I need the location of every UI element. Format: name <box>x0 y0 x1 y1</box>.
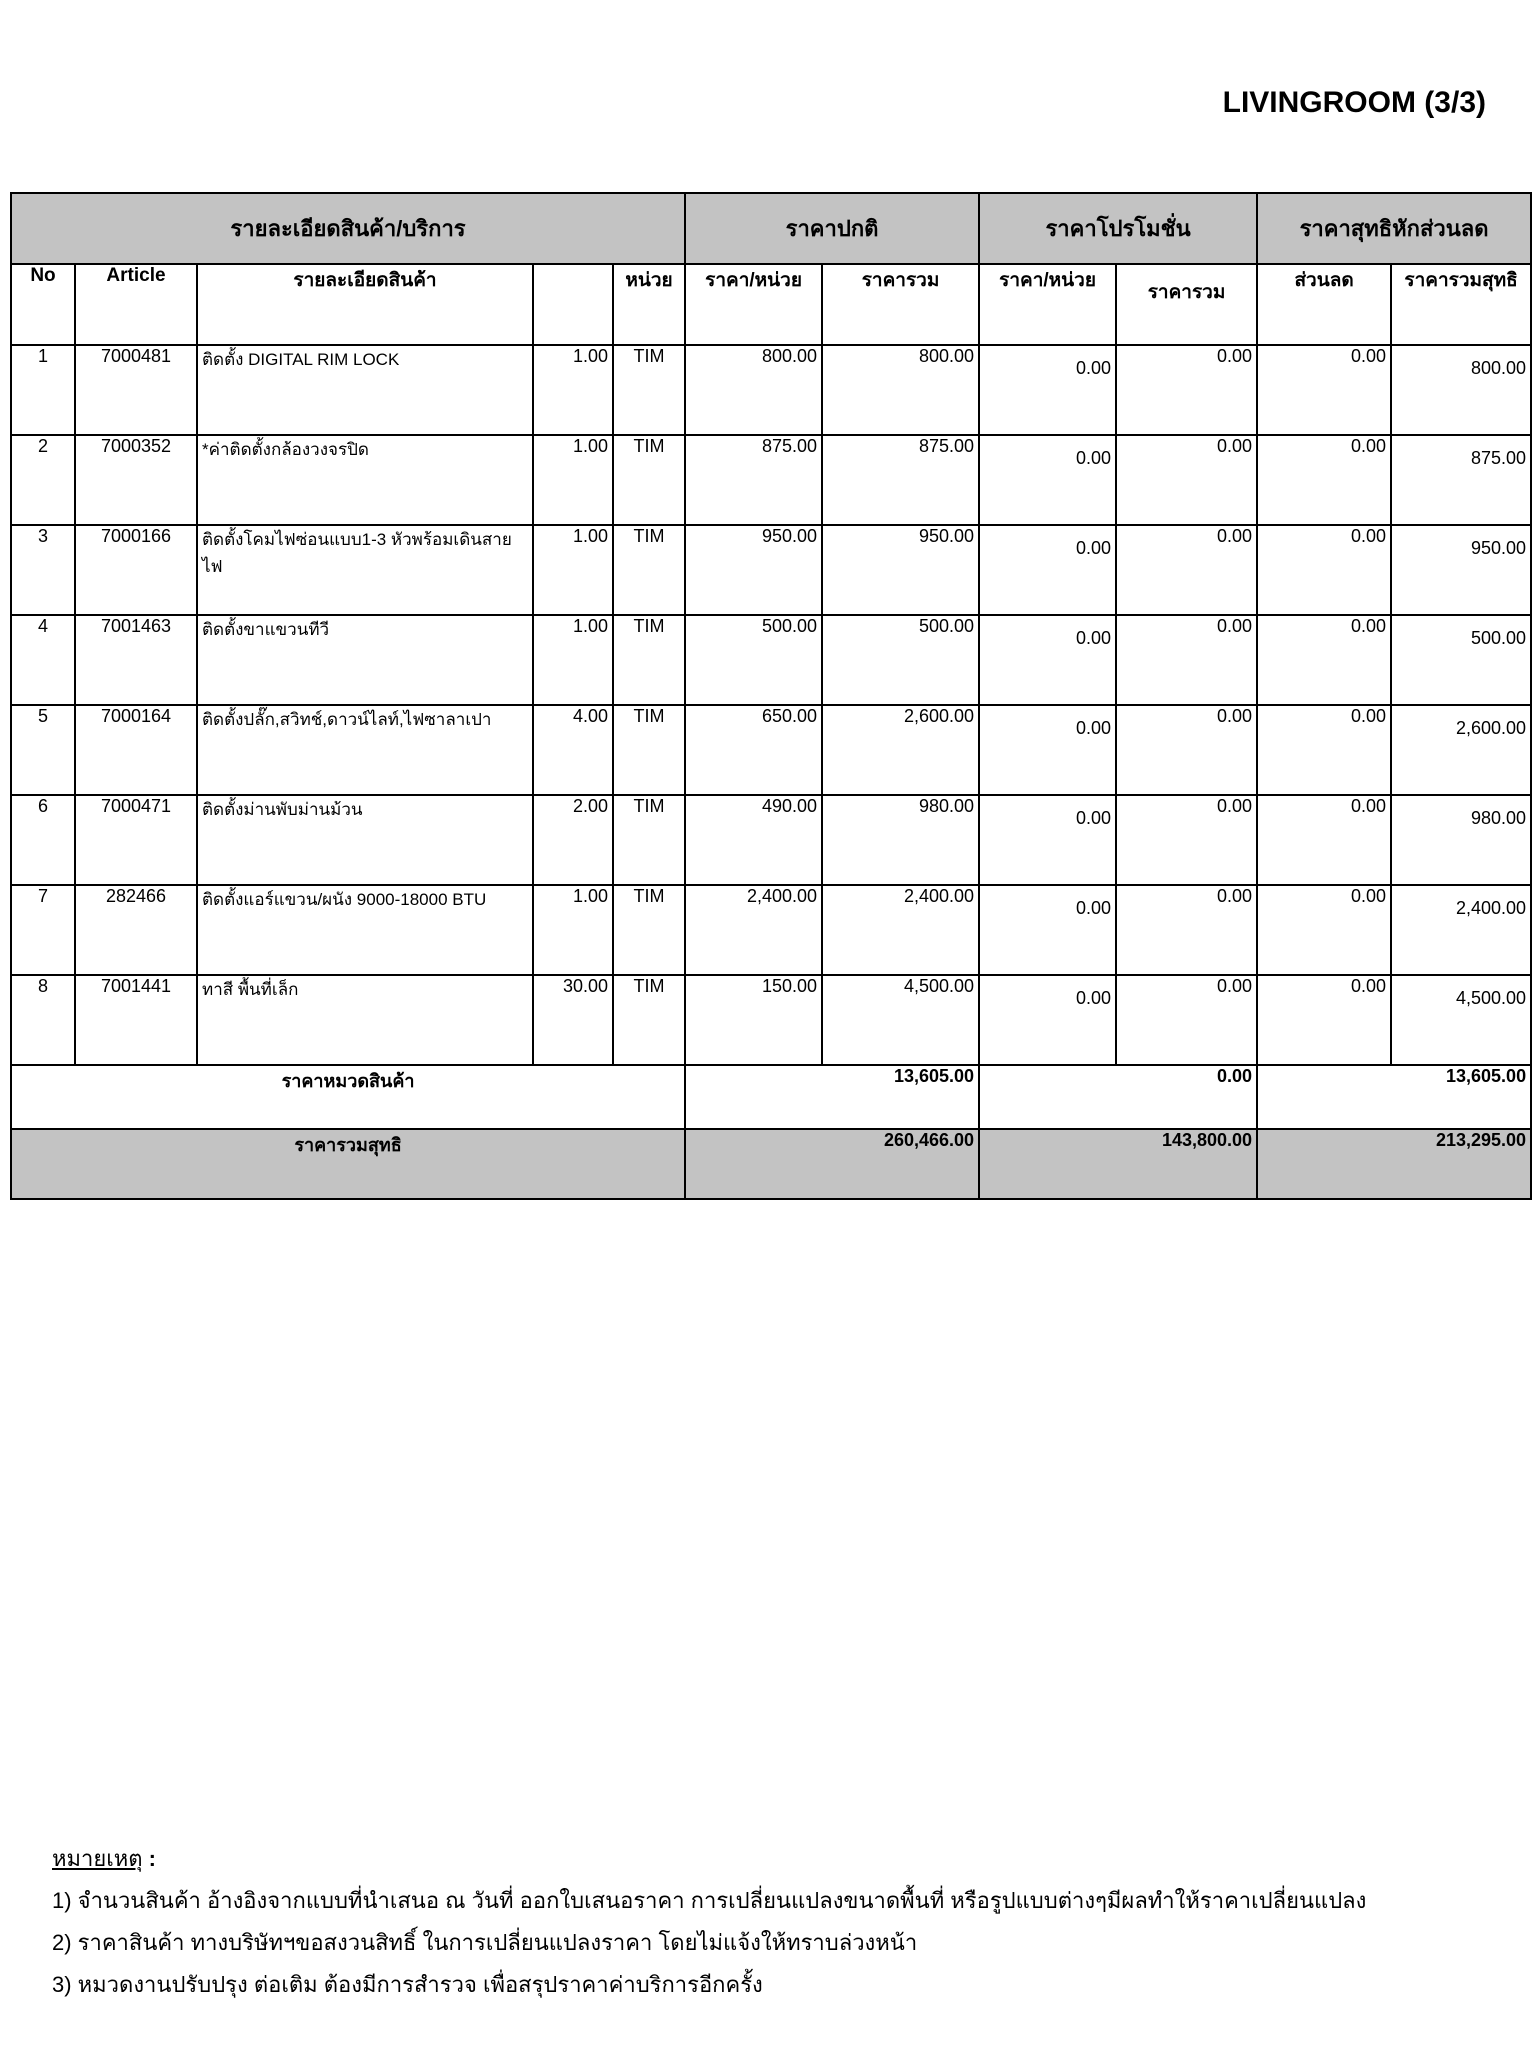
cell-promo-total: 0.00 <box>1116 705 1257 795</box>
group-header-net-price: ราคาสุทธิหักส่วนลด <box>1257 193 1531 264</box>
cell-total: 875.00 <box>822 435 979 525</box>
cell-unit: TIM <box>613 705 685 795</box>
cell-discount: 0.00 <box>1257 435 1391 525</box>
cell-promo-total: 0.00 <box>1116 885 1257 975</box>
cell-description: ติดตั้งโคมไฟซ่อนแบบ1-3 หัวพร้อมเดินสายไฟ <box>197 525 533 615</box>
cell-article: 7000166 <box>75 525 197 615</box>
cell-unit: TIM <box>613 885 685 975</box>
cell-promo-unit-price: 0.00 <box>979 615 1116 705</box>
cell-promo-total: 0.00 <box>1116 345 1257 435</box>
cell-no: 3 <box>11 525 75 615</box>
note-item: 1) จำนวนสินค้า อ้างอิงจากแบบที่นำเสนอ ณ วันที่ ออกใบเสนอราคา การเปลี่ยนแปลงขนาดพื้นที่ หรือรูปแบบต่างๆมีผลทำให้ราคาเปลี่ยนแปลง <box>52 1888 1367 1913</box>
cell-discount: 0.00 <box>1257 345 1391 435</box>
page-title: LIVINGROOM (3/3) <box>1222 86 1486 119</box>
table-row <box>11 435 1531 525</box>
cell-article: 7000471 <box>75 795 197 885</box>
cell-unit: TIM <box>613 615 685 705</box>
cell-quantity: 1.00 <box>533 885 613 975</box>
cell-description: ติดตั้งม่านพับม่านม้วน <box>197 795 533 885</box>
col-header-unit-price: ราคา/หน่วย <box>685 264 822 345</box>
cell-article: 7001441 <box>75 975 197 1065</box>
cell-total: 980.00 <box>822 795 979 885</box>
cell-no: 5 <box>11 705 75 795</box>
cell-unit-price: 500.00 <box>685 615 822 705</box>
cell-unit: TIM <box>613 795 685 885</box>
cell-quantity: 1.00 <box>533 615 613 705</box>
group-header-details: รายละเอียดสินค้า/บริการ <box>11 193 685 264</box>
cell-description: ติดตั้งปลั๊ก,สวิทช์,ดาวน์ไลท์,ไฟซาลาเปา <box>197 705 533 795</box>
cell-no: 8 <box>11 975 75 1065</box>
cell-no: 2 <box>11 435 75 525</box>
cell-description: ติดตั้งขาแขวนทีวี <box>197 615 533 705</box>
cell-net-total: 950.00 <box>1391 525 1531 615</box>
cell-promo-total: 0.00 <box>1116 795 1257 885</box>
cell-quantity: 1.00 <box>533 345 613 435</box>
item-rows <box>11 345 1531 1199</box>
cell-unit-price: 490.00 <box>685 795 822 885</box>
quotation-table <box>10 192 1532 1200</box>
category-total-row <box>11 1065 1531 1129</box>
cell-net-total: 800.00 <box>1391 345 1531 435</box>
cell-quantity: 4.00 <box>533 705 613 795</box>
notes-colon: : <box>142 1846 157 1871</box>
col-header-total: ราคารวม <box>822 264 979 345</box>
cell-promo-total: 0.00 <box>1116 525 1257 615</box>
table-row <box>11 525 1531 615</box>
cell-article: 282466 <box>75 885 197 975</box>
cell-discount: 0.00 <box>1257 615 1391 705</box>
cell-promo-unit-price: 0.00 <box>979 975 1116 1065</box>
col-header-no: No <box>11 264 75 345</box>
col-header-quantity <box>533 264 613 345</box>
note-item: 3) หมวดงานปรับปรุง ต่อเติม ต้องมีการสำรวจ เพื่อสรุปราคาค่าบริการอีกครั้ง <box>52 1972 763 1997</box>
notes-section <box>52 1838 1366 2006</box>
cell-total: 950.00 <box>822 525 979 615</box>
cell-unit: TIM <box>613 435 685 525</box>
col-header-unit: หน่วย <box>613 264 685 345</box>
note-item: 2) ราคาสินค้า ทางบริษัทฯขอสงวนสิทธิ์ ในการเปลี่ยนแปลงราคา โดยไม่แจ้งให้ทราบล่วงหน้า <box>52 1930 918 1955</box>
cell-unit-price: 150.00 <box>685 975 822 1065</box>
table-row <box>11 795 1531 885</box>
cell-unit: TIM <box>613 525 685 615</box>
cell-promo-unit-price: 0.00 <box>979 705 1116 795</box>
cell-no: 1 <box>11 345 75 435</box>
category-total-net: 13,605.00 <box>1257 1065 1531 1129</box>
grand-total-net: 213,295.00 <box>1257 1129 1531 1199</box>
col-header-promo-unit-price: ราคา/หน่วย <box>979 264 1116 345</box>
cell-net-total: 4,500.00 <box>1391 975 1531 1065</box>
grand-total-promo: 143,800.00 <box>979 1129 1257 1199</box>
notes-heading-line <box>52 1838 1366 1880</box>
category-total-promo: 0.00 <box>979 1065 1257 1129</box>
cell-quantity: 30.00 <box>533 975 613 1065</box>
cell-net-total: 500.00 <box>1391 615 1531 705</box>
cell-quantity: 1.00 <box>533 435 613 525</box>
cell-net-total: 2,600.00 <box>1391 705 1531 795</box>
cell-article: 7000164 <box>75 705 197 795</box>
category-total-normal: 13,605.00 <box>685 1065 979 1129</box>
table-row <box>11 615 1531 705</box>
cell-description: *ค่าติดตั้งกล้องวงจรปิด <box>197 435 533 525</box>
cell-quantity: 2.00 <box>533 795 613 885</box>
cell-net-total: 2,400.00 <box>1391 885 1531 975</box>
col-header-net-total: ราคารวมสุทธิ <box>1391 264 1531 345</box>
cell-promo-total: 0.00 <box>1116 435 1257 525</box>
cell-unit-price: 875.00 <box>685 435 822 525</box>
cell-promo-total: 0.00 <box>1116 615 1257 705</box>
group-header-normal-price: ราคาปกติ <box>685 193 979 264</box>
category-total-label: ราคาหมวดสินค้า <box>11 1065 685 1129</box>
column-header-row <box>11 264 1531 345</box>
cell-article: 7001463 <box>75 615 197 705</box>
cell-unit: TIM <box>613 345 685 435</box>
cell-total: 800.00 <box>822 345 979 435</box>
group-header-promo-price: ราคาโปรโมชั่น <box>979 193 1257 264</box>
cell-unit-price: 650.00 <box>685 705 822 795</box>
cell-no: 6 <box>11 795 75 885</box>
cell-unit-price: 800.00 <box>685 345 822 435</box>
cell-discount: 0.00 <box>1257 795 1391 885</box>
notes-heading: หมายเหตุ <box>52 1846 143 1871</box>
cell-promo-unit-price: 0.00 <box>979 345 1116 435</box>
group-header-row <box>11 193 1531 264</box>
cell-discount: 0.00 <box>1257 885 1391 975</box>
grand-total-normal: 260,466.00 <box>685 1129 979 1199</box>
cell-unit-price: 950.00 <box>685 525 822 615</box>
col-header-article: Article <box>75 264 197 345</box>
cell-quantity: 1.00 <box>533 525 613 615</box>
cell-promo-unit-price: 0.00 <box>979 795 1116 885</box>
table-row <box>11 345 1531 435</box>
cell-total: 500.00 <box>822 615 979 705</box>
cell-discount: 0.00 <box>1257 705 1391 795</box>
col-header-discount: ส่วนลด <box>1257 264 1391 345</box>
cell-unit: TIM <box>613 975 685 1065</box>
grand-total-row <box>11 1129 1531 1199</box>
cell-no: 4 <box>11 615 75 705</box>
cell-description: ติดตั้ง DIGITAL RIM LOCK <box>197 345 533 435</box>
cell-article: 7000481 <box>75 345 197 435</box>
cell-article: 7000352 <box>75 435 197 525</box>
cell-description: ทาสี พื้นที่เล็ก <box>197 975 533 1065</box>
cell-promo-unit-price: 0.00 <box>979 885 1116 975</box>
grand-total-label: ราคารวมสุทธิ <box>11 1129 685 1199</box>
col-header-description: รายละเอียดสินค้า <box>197 264 533 345</box>
table-row <box>11 705 1531 795</box>
table-row <box>11 885 1531 975</box>
cell-total: 2,400.00 <box>822 885 979 975</box>
cell-promo-unit-price: 0.00 <box>979 435 1116 525</box>
cell-promo-total: 0.00 <box>1116 975 1257 1065</box>
cell-no: 7 <box>11 885 75 975</box>
cell-promo-unit-price: 0.00 <box>979 525 1116 615</box>
cell-description: ติดตั้งแอร์แขวน/ผนัง 9000-18000 BTU <box>197 885 533 975</box>
cell-net-total: 980.00 <box>1391 795 1531 885</box>
table-row <box>11 975 1531 1065</box>
cell-total: 4,500.00 <box>822 975 979 1065</box>
col-header-promo-total: ราคารวม <box>1116 264 1257 345</box>
cell-unit-price: 2,400.00 <box>685 885 822 975</box>
cell-total: 2,600.00 <box>822 705 979 795</box>
cell-discount: 0.00 <box>1257 975 1391 1065</box>
cell-net-total: 875.00 <box>1391 435 1531 525</box>
cell-discount: 0.00 <box>1257 525 1391 615</box>
